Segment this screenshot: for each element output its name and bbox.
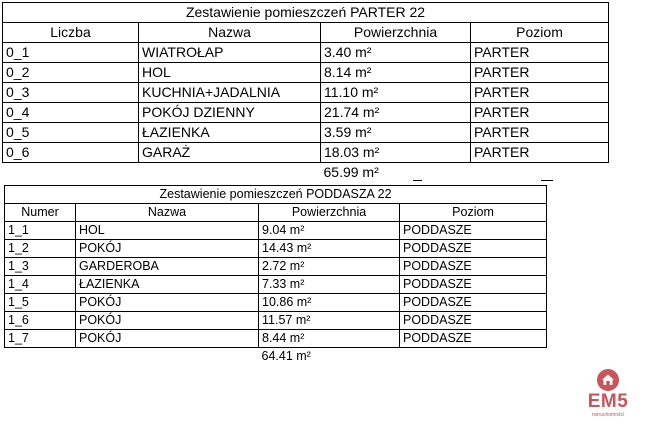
poddasze-header-nazwa: Nazwa bbox=[76, 204, 259, 222]
parter-table-row bbox=[3, 43, 609, 63]
poddasze-cell-name: POKÓJ bbox=[76, 330, 259, 348]
parter-cell-area: 3.59 m² bbox=[321, 123, 471, 143]
poddasze-cell-area: 7.33 m² bbox=[259, 276, 400, 294]
poddasze-cell-area: 14.43 m² bbox=[259, 240, 400, 258]
parter-header-liczba: Liczba bbox=[3, 23, 139, 43]
poddasze-cell-name: POKÓJ bbox=[76, 312, 259, 330]
divider-dash bbox=[541, 180, 553, 181]
poddasze-table-row bbox=[5, 312, 547, 330]
parter-cell-number: 0_6 bbox=[3, 143, 139, 163]
poddasze-total: 64.41 m² bbox=[261, 349, 311, 363]
parter-total-row bbox=[3, 163, 609, 183]
poddasze-cell-name: POKÓJ bbox=[76, 240, 259, 258]
parter-cell-level: PARTER bbox=[471, 83, 609, 103]
parter-header-nazwa: Nazwa bbox=[139, 23, 321, 43]
parter-cell-number: 0_1 bbox=[3, 43, 139, 63]
parter-cell-level: PARTER bbox=[471, 43, 609, 63]
poddasze-total-row bbox=[5, 348, 547, 366]
poddasze-header-row bbox=[5, 204, 547, 222]
parter-total: 65.99 m² bbox=[323, 164, 379, 180]
poddasze-cell-number: 1_2 bbox=[5, 240, 76, 258]
poddasze-cell-name: GARDEROBA bbox=[76, 258, 259, 276]
poddasze-cell-level: PODDASZE bbox=[400, 240, 547, 258]
poddasze-cell-area: 8.44 m² bbox=[259, 330, 400, 348]
poddasze-cell-level: PODDASZE bbox=[400, 312, 547, 330]
poddasze-cell-area: 11.57 m² bbox=[259, 312, 400, 330]
parter-cell-name: WIATROŁAP bbox=[139, 43, 321, 63]
poddasze-table-row bbox=[5, 240, 547, 258]
parter-cell-number: 0_3 bbox=[3, 83, 139, 103]
poddasze-cell-level: PODDASZE bbox=[400, 222, 547, 240]
parter-cell-name: HOL bbox=[139, 63, 321, 83]
parter-title-row bbox=[3, 3, 609, 23]
poddasze-header-numer: Numer bbox=[5, 204, 76, 222]
poddasze-cell-area: 10.86 m² bbox=[259, 294, 400, 312]
poddasze-table-row bbox=[5, 294, 547, 312]
poddasze-title-row bbox=[5, 186, 547, 204]
parter-cell-level: PARTER bbox=[471, 63, 609, 83]
poddasze-cell-number: 1_7 bbox=[5, 330, 76, 348]
poddasze-table bbox=[4, 185, 547, 365]
poddasze-header-poziom: Poziom bbox=[400, 204, 547, 222]
parter-cell-number: 0_2 bbox=[3, 63, 139, 83]
parter-cell-name: ŁAZIENKA bbox=[139, 123, 321, 143]
poddasze-cell-name: POKÓJ bbox=[76, 294, 259, 312]
parter-header-powierzchnia: Powierzchnia bbox=[321, 23, 471, 43]
poddasze-cell-area: 2.72 m² bbox=[259, 258, 400, 276]
parter-cell-number: 0_5 bbox=[3, 123, 139, 143]
parter-cell-area: 11.10 m² bbox=[321, 83, 471, 103]
parter-cell-area: 3.40 m² bbox=[321, 43, 471, 63]
em5-logo bbox=[578, 368, 638, 428]
parter-cell-level: PARTER bbox=[471, 103, 609, 123]
parter-table bbox=[2, 2, 609, 182]
parter-cell-area: 18.03 m² bbox=[321, 143, 471, 163]
logo-text: EM5 bbox=[587, 391, 629, 412]
poddasze-cell-level: PODDASZE bbox=[400, 258, 547, 276]
parter-cell-name: KUCHNIA+JADALNIA bbox=[139, 83, 321, 103]
parter-table-row bbox=[3, 103, 609, 123]
poddasze-table-row bbox=[5, 222, 547, 240]
parter-cell-number: 0_4 bbox=[3, 103, 139, 123]
poddasze-cell-name: ŁAZIENKA bbox=[76, 276, 259, 294]
poddasze-cell-number: 1_6 bbox=[5, 312, 76, 330]
parter-cell-area: 8.14 m² bbox=[321, 63, 471, 83]
parter-header-row bbox=[3, 23, 609, 43]
parter-table-row bbox=[3, 63, 609, 83]
parter-cell-area: 21.74 m² bbox=[321, 103, 471, 123]
poddasze-cell-level: PODDASZE bbox=[400, 330, 547, 348]
poddasze-cell-name: HOL bbox=[76, 222, 259, 240]
parter-table-row bbox=[3, 123, 609, 143]
parter-title: Zestawienie pomieszczeń PARTER 22 bbox=[3, 3, 609, 23]
logo-subtitle: nieruchomości bbox=[591, 412, 625, 418]
poddasze-cell-level: PODDASZE bbox=[400, 276, 547, 294]
parter-cell-level: PARTER bbox=[471, 123, 609, 143]
parter-table-row bbox=[3, 143, 609, 163]
poddasze-title: Zestawienie pomieszczeń PODDASZA 22 bbox=[5, 186, 547, 204]
poddasze-cell-number: 1_1 bbox=[5, 222, 76, 240]
parter-cell-name: POKÓJ DZIENNY bbox=[139, 103, 321, 123]
poddasze-table-row bbox=[5, 276, 547, 294]
poddasze-cell-area: 9.04 m² bbox=[259, 222, 400, 240]
poddasze-cell-level: PODDASZE bbox=[400, 294, 547, 312]
house-pin-icon bbox=[596, 368, 620, 392]
divider-dash bbox=[413, 180, 422, 181]
poddasze-cell-number: 1_4 bbox=[5, 276, 76, 294]
poddasze-table-row bbox=[5, 330, 547, 348]
poddasze-cell-number: 1_5 bbox=[5, 294, 76, 312]
parter-table-row bbox=[3, 83, 609, 103]
parter-cell-level: PARTER bbox=[471, 143, 609, 163]
poddasze-header-powierzchnia: Powierzchnia bbox=[259, 204, 400, 222]
parter-cell-name: GARAŻ bbox=[139, 143, 321, 163]
poddasze-table-row bbox=[5, 258, 547, 276]
poddasze-cell-number: 1_3 bbox=[5, 258, 76, 276]
parter-header-poziom: Poziom bbox=[471, 23, 609, 43]
